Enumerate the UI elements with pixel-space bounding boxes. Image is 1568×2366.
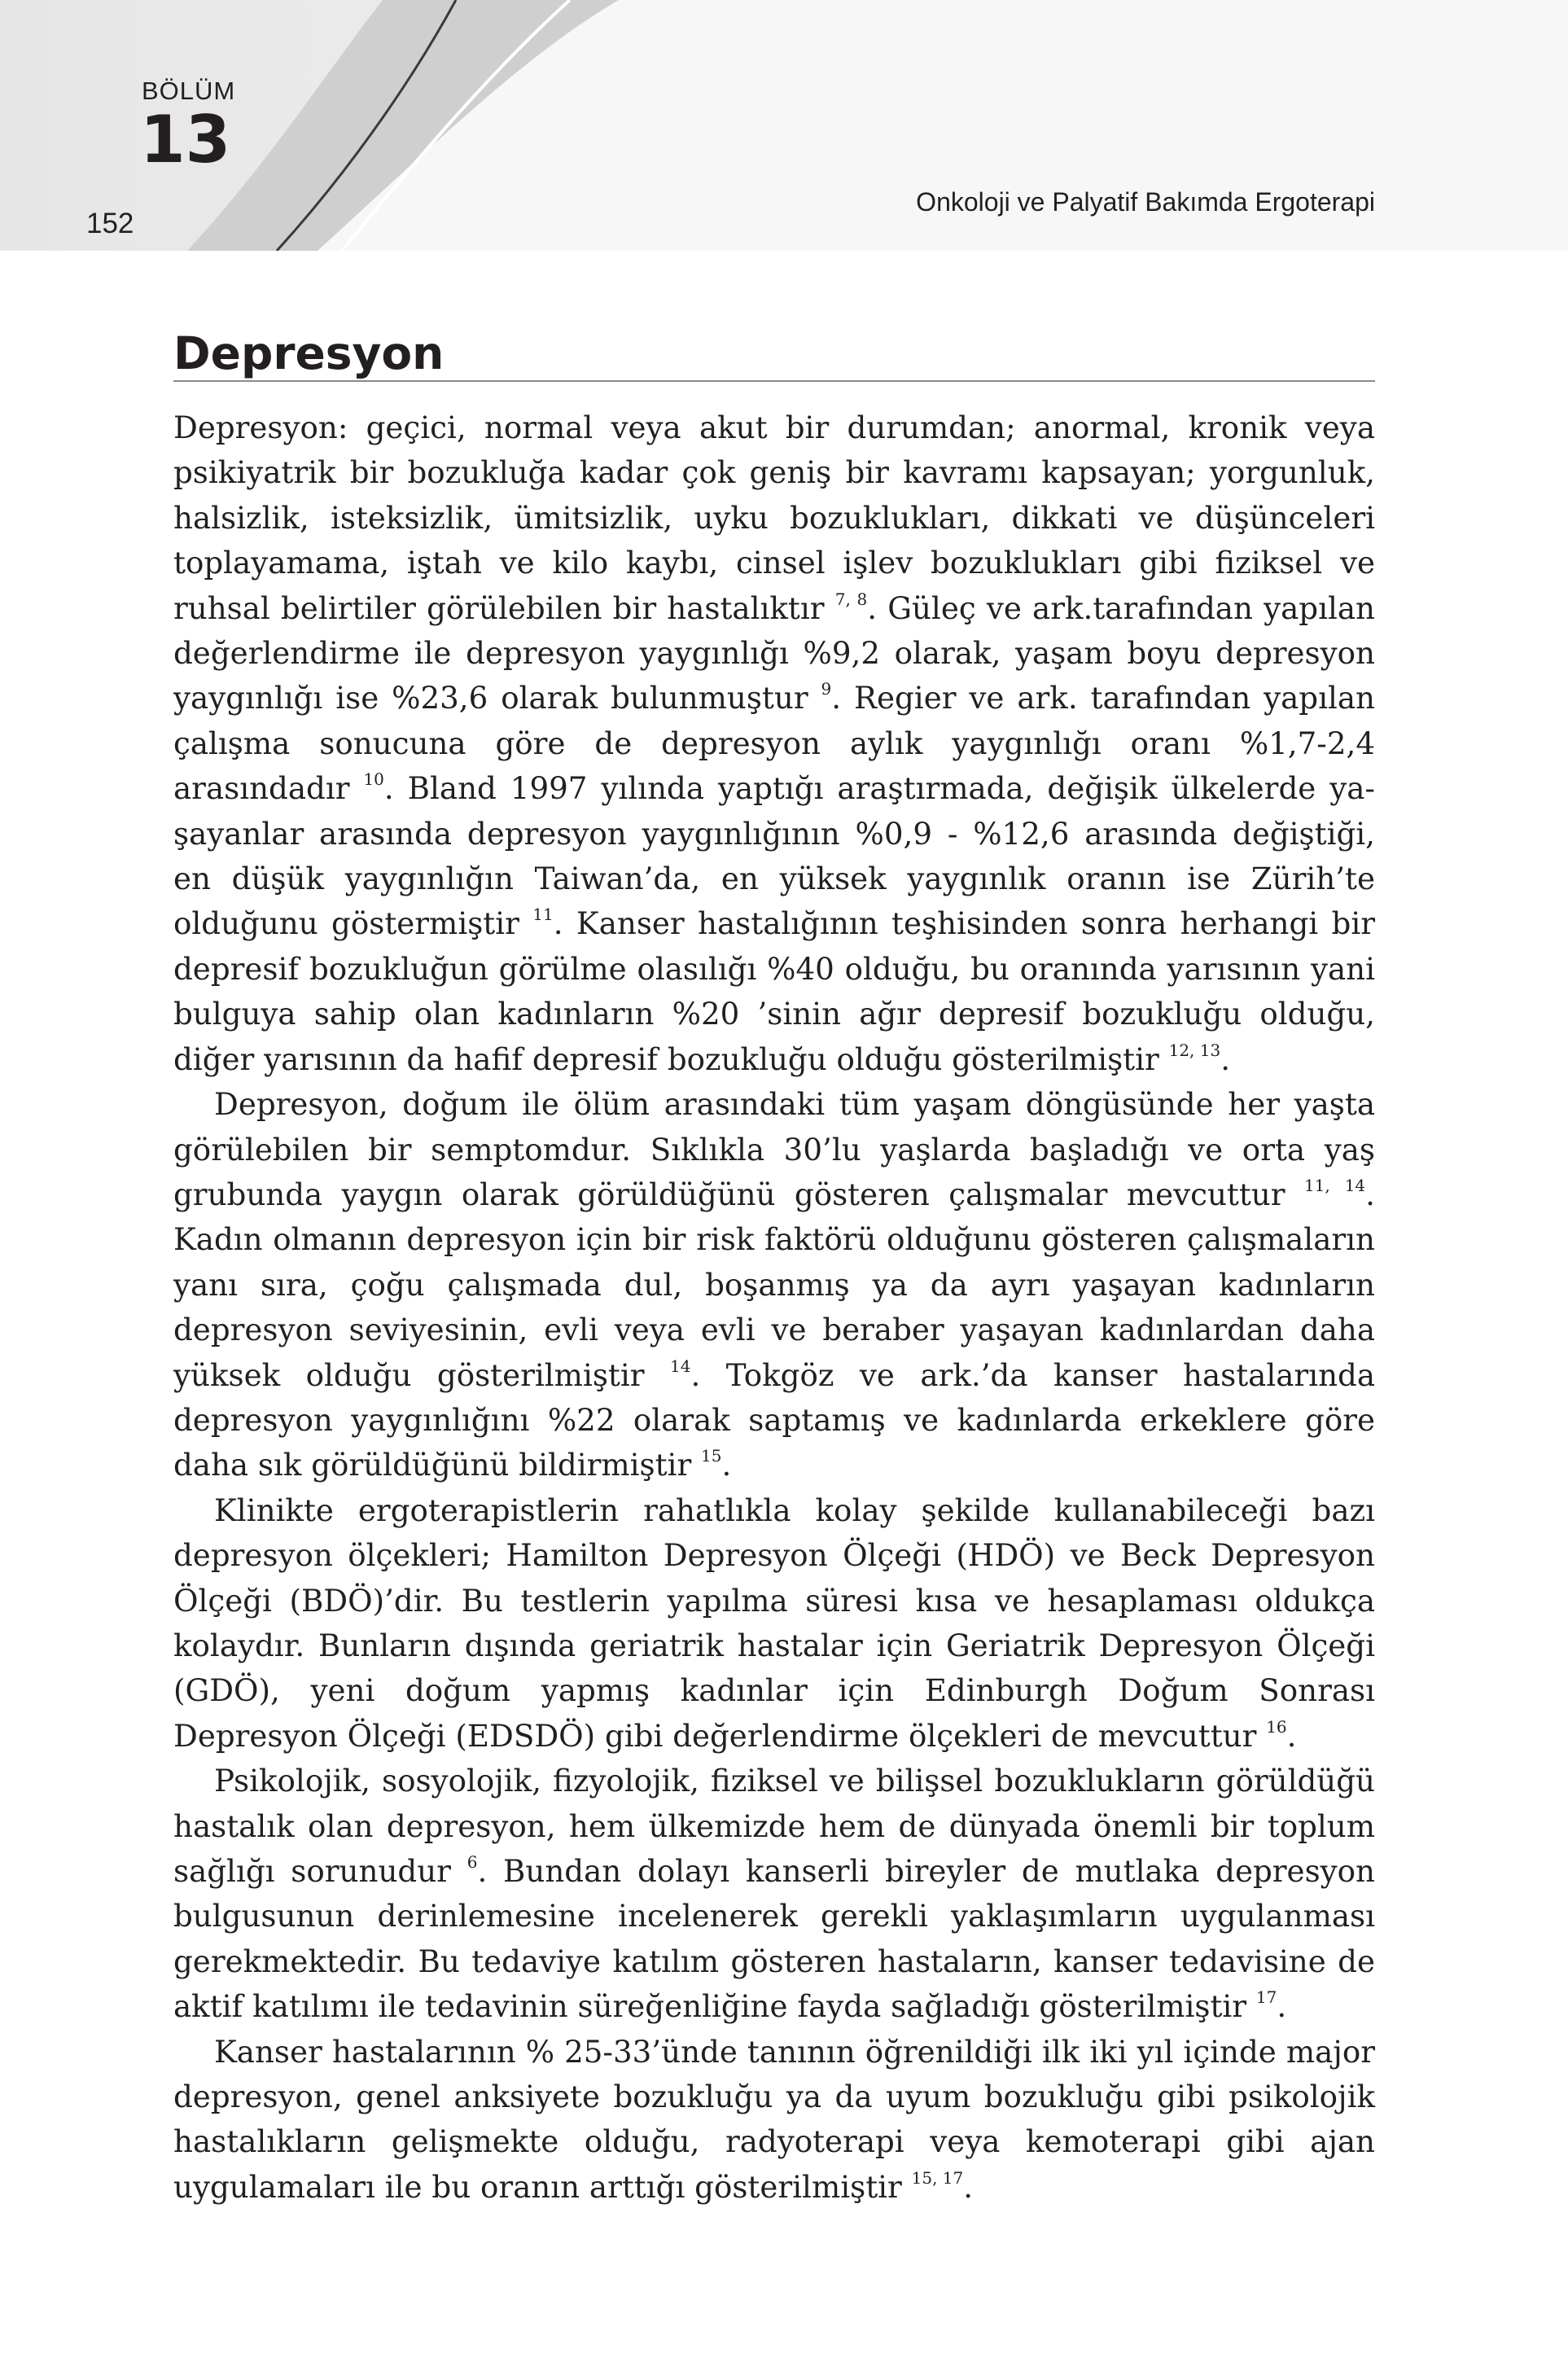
page-number: 152 [86,208,134,239]
citation-superscript: 12, 13 [1168,1040,1221,1060]
paragraph-text: . Bundan dolayı kanserli bireyler de mutlaka depresyon bulgusunun derinlemesine incelenerek gerekli yaklaşımların uygulanması gerekmektedir. Bu tedaviye katılım gösteren hastaların, kanser tedavisine de aktif katılımı ile tedavinin süreğenliğine fayda sağladığı gösterilmiştir [173,1853,1375,2025]
paragraph-text: . Tokgöz ve ark.’da kanser hastalarında depresyon yaygınlığını %22 olarak saptamış ve kadınlarda erkeklere göre daha sık görüldüğünü bildirmiştir [173,1356,1375,1483]
citation-superscript: 17 [1255,1987,1277,2008]
paragraph-text: . Bland 1997 yılında yaptığı araştırmada, değişik ülkelerde yaşayanlar arasında depresyon yaygınlığının %0,9 - %12,6 arasında değiştiği, en düşük yaygınlığın Taiwan’da, en yüksek yaygınlık oranın ise Zürih’te olduğunu göstermiştir [173,770,1375,942]
chapter-label: BÖLÜM [142,77,236,105]
chapter-number: 13 [140,102,231,177]
citation-superscript: 7, 8 [834,589,868,609]
paragraph-text: . [1220,1041,1231,1077]
citation-superscript: 11, 14 [1303,1175,1366,1195]
paragraph-text: Klinikte ergoterapistlerin rahatlıkla kolay şekilde kullanabileceği bazı depresyon ölçekleri; Hamilton Depresyon Ölçeği (HDÖ) ve Beck Depresyon Ölçeği (BDÖ)’dir. Bu testlerin yapılma süresi kısa ve hesaplaması oldukça kolaydır. Bunların dışında geriatrik hastalar için Geriatrik Depresyon Ölçeği (GDÖ), yeni doğum yapmış kadınlar için Edinburgh Doğum Sonrası Depresyon Ölçeği (EDSDÖ) gibi değerlendirme ölçekleri de mevcuttur [173,1492,1375,1754]
paragraph-text: . Regier ve ark. tarafından yapılan çalışma sonucuna göre de depresyon aylık yaygınlığı oranı %1,7-2,4 arasındadır [173,680,1375,807]
paragraph-text: Depresyon: geçici, normal veya akut bir durumdan; anormal, kronik veya psikiyatrik bir bozukluğa kadar çok geniş bir kavramı kapsayan; yorgunluk, halsizlik, isteksizlik, ümitsizlik, uyku bozuklukları, dikkati ve düşünceleri toplayamama, iştah ve kilo kaybı, cinsel işlev bozuklukları gibi fiziksel ve ruhsal belirtiler görülebilen bir hastalıktır [173,410,1375,626]
paragraph-text: . Güleç ve ark.tarafından yapılan değerlendirme ile depresyon yaygınlığı %9,2 olarak, yaşam boyu depresyon yaygınlığı ise %23,6 olarak bulunmuştur [173,589,1375,716]
body-paragraph [173,1082,1375,1488]
paragraph-text: . [1277,1988,1287,2025]
citation-superscript: 10 [363,769,384,790]
citation-superscript: 16 [1266,1716,1287,1737]
body-text [173,405,1375,2210]
citation-superscript: 15 [701,1446,722,1466]
body-paragraph [173,1759,1375,2029]
citation-superscript: 14 [670,1356,691,1376]
running-head: Onkoloji ve Palyatif Bakımda Ergoterapi [916,187,1375,217]
paragraph-text: . Kadın olmanın depresyon için bir risk faktörü olduğunu gösteren çalışmaların yanı sıra, çoğu çalışmada dul, boşanmış ya da ayrı yaşayan kadınların depresyon seviyesinin, evli veya evli ve beraber yaşayan kadınlardan daha yüksek olduğu gösterilmiştir [173,1176,1375,1393]
paragraph-text: . [963,2168,974,2205]
citation-superscript: 15, 17 [911,2167,964,2188]
paragraph-text: . Kanser hastalığının teşhisinden sonra herhangi bir depresif bozukluğun görülme olasılığı %40 olduğu, bu oranında yarısının yani bulguya sahip olan kadınların %20 ’sinin ağır depresif bozukluğu olduğu, diğer yarısının da hafif depresif bozukluğu olduğu gösterilmiştir [173,905,1375,1077]
paragraph-text: Psikolojik, sosyolojik, fizyolojik, fiziksel ve bilişsel bozuklukların görüldüğü hastalık olan depresyon, hem ülkemizde hem de dünyada önemli bir toplum sağlığı sorunudur [173,1763,1375,1889]
body-paragraph [173,405,1375,1082]
citation-superscript: 9 [821,679,832,699]
section-heading: Depresyon [173,329,1375,382]
citation-superscript: 6 [466,1852,478,1872]
paragraph-text: . [1286,1717,1297,1754]
paragraph-text: . [721,1447,732,1483]
paragraph-text: Kanser hastalarının % 25-33’ünde tanının öğrenildiği ilk iki yıl içinde major depresyon, genel anksiyete bozukluğu ya da uyum bozukluğu gibi psikolojik hastalıkların gelişmekte olduğu, radyoterapi veya kemoterapi gibi ajan uygulamaları ile bu oranın arttığı gösterilmiştir [173,2033,1375,2205]
body-paragraph [173,1488,1375,1759]
paragraph-text: Depresyon, doğum ile ölüm arasındaki tüm yaşam döngüsünde her yaşta görülebilen bir semptomdur. Sıklıkla 30’lu yaşlarda başladığı ve orta yaş grubunda yaygın olarak görüldüğünü gösteren çalışmalar mevcuttur [173,1086,1375,1212]
body-paragraph [173,2030,1375,2210]
citation-superscript: 11 [532,905,554,925]
